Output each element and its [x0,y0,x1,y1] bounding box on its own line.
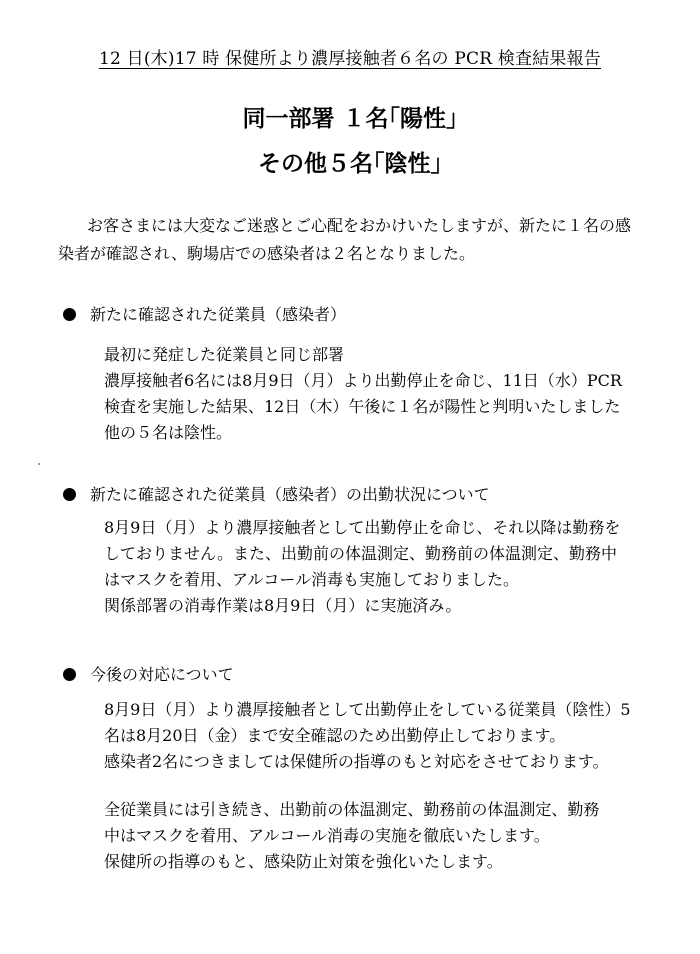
section-line: 8月9日（月）より濃厚接触者として出勤停止を命じ、それ以降は勤務を [104,518,621,537]
section-line: 他の５名は陰性。 [104,423,233,442]
headline-positive: 同一部署 １名｢陽性｣ [242,105,458,132]
section-line: 全従業員には引き続き、出勤前の体温測定、勤務前の体温測定、勤務 [104,800,600,819]
section-line: 保健所の指導のもと、感染防止対策を強化いたします。 [104,852,503,871]
section-heading-new-case [63,303,346,327]
section-heading-text: 今後の対応について [90,665,234,684]
bullet-icon [63,308,76,321]
intro-paragraph [58,212,648,268]
section-line: 名は8月20日（金）まで安全確認のため出勤停止しております。 [104,726,566,745]
section-heading-work-status [63,483,490,507]
section-line: 最初に発症した従業員と同じ部署 [104,345,345,364]
section-line: 関係部署の消毒作業は8月9日（月）に実施済み。 [104,596,462,615]
section-body-work-status [104,515,664,619]
section-line: 感染者2名につきましては保健所の指導のもと対応をさせております。 [104,752,609,771]
margin-mark [38,463,40,465]
intro-line: 染者が確認され、駒場店での感染者は２名となりました。 [58,244,475,263]
intro-line: お客さまには大変なご迷惑とご心配をおかけいたしますが、新たに１名の感 [87,216,632,235]
bullet-icon [63,668,76,681]
document-title: 12 日(木)17 時 保健所より濃厚接触者６名の PCR 検査結果報告 [99,49,601,69]
section-line: しておりません。また、出勤前の体温測定、勤務前の体温測定、勤務中 [104,544,617,563]
section-line: 検査を実施した結果、12日（木）午後に１名が陽性と判明いたしました [104,397,621,416]
section-line: 8月9日（月）より濃厚接触者として出勤停止をしている従業員（陰性）5 [104,700,631,719]
headline-negative: その他５名｢陰性｣ [258,150,442,177]
section-heading-text: 新たに確認された従業員（感染者） [90,305,347,324]
section-heading-text: 新たに確認された従業員（感染者）の出勤状況について [90,485,490,504]
section-body-prevention [104,797,664,875]
section-body-future-response [104,697,664,775]
section-line: 濃厚接触者6名には8月9日（月）より出勤停止を命じ、11日（水）PCR [104,371,622,390]
bullet-icon [63,488,76,501]
section-body-new-case [104,342,664,446]
section-heading-future-response [63,663,234,687]
section-line: はマスクを着用、アルコール消毒も実施しておりました。 [104,570,520,589]
section-line: 中はマスクを着用、アルコール消毒の実施を徹底いたします。 [104,826,550,845]
